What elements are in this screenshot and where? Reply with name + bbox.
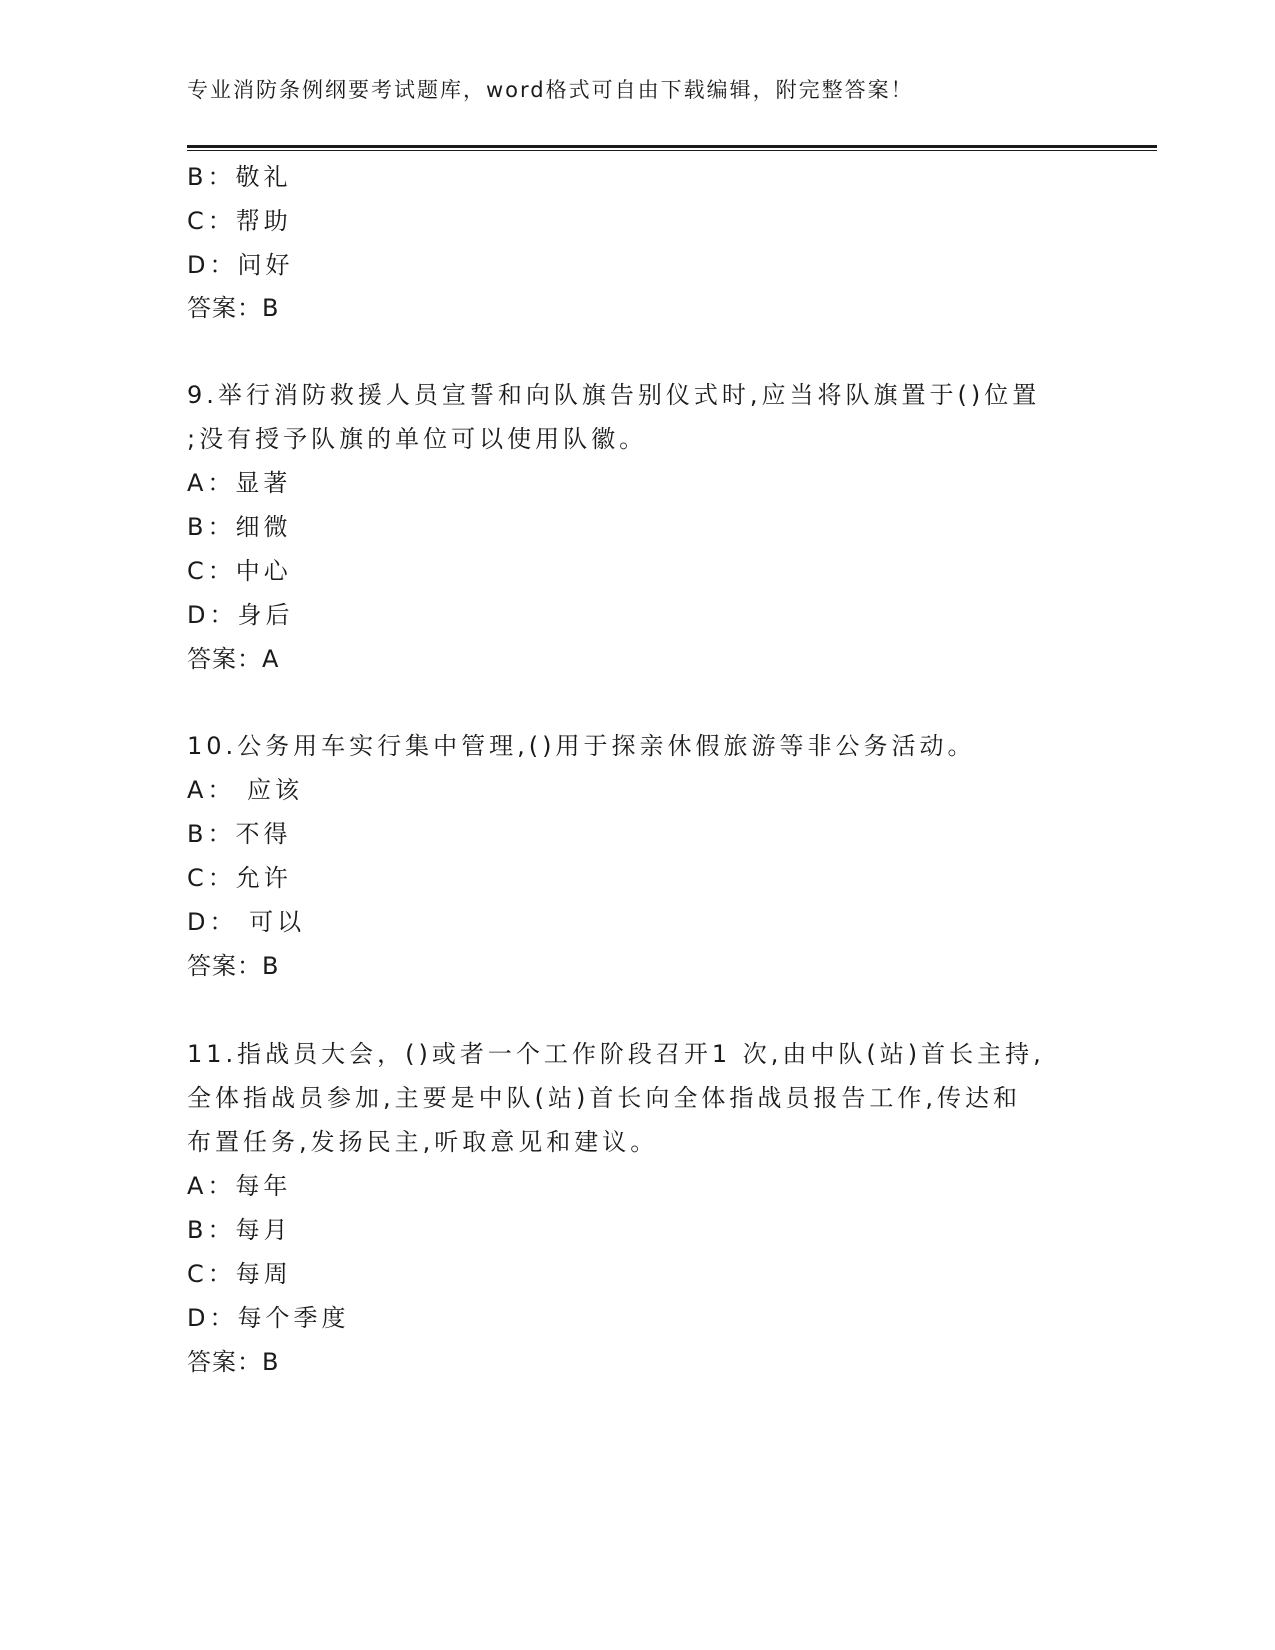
question-11-option-b: B：每月 [187,1216,292,1244]
question-9-stem-line-2: ;没有授予队旗的单位可以使用队徽。 [187,425,648,453]
question-10-option-d: D： 可以 [187,908,306,936]
page-header: 专业消防条例纲要考试题库，word格式可自由下载编辑，附完整答案！ [187,78,914,102]
question-9-option-c: C：中心 [187,557,292,585]
question-10-stem-line-1: 10.公务用车实行集中管理,()用于探亲休假旅游等非公务活动。 [187,732,976,760]
question-11-stem-line-2: 全体指战员参加,主要是中队(站)首长向全体指战员报告工作,传达和 [187,1084,1021,1112]
question-9-answer: 答案：A [187,645,280,673]
header-divider-thin [187,150,1157,151]
question-11-option-a: A：每年 [187,1172,292,1200]
question-11-stem-line-3: 布置任务,发扬民主,听取意见和建议。 [187,1128,659,1156]
question-9-option-a: A：显著 [187,469,292,497]
question-10-option-b: B：不得 [187,820,292,848]
question-9-option-b: B：细微 [187,513,292,541]
option-b: B：敬礼 [187,163,292,191]
question-10-answer: 答案：B [187,952,280,980]
question-9-option-d: D：身后 [187,601,294,629]
answer-label: 答案：B [187,294,280,322]
question-11-stem-line-1: 11.指战员大会，()或者一个工作阶段召开1 次,由中队(站)首长主持, [187,1040,1045,1068]
question-11-option-c: C：每周 [187,1260,292,1288]
question-10-option-c: C：允许 [187,864,292,892]
question-11-answer: 答案：B [187,1348,280,1376]
question-11-option-d: D：每个季度 [187,1304,350,1332]
question-10-option-a: A： 应该 [187,776,304,804]
header-divider-thick [187,145,1157,148]
option-c: C：帮助 [187,207,292,235]
question-9-stem-line-1: 9.举行消防救援人员宣誓和向队旗告别仪式时,应当将队旗置于()位置 [187,381,1041,409]
option-d: D：问好 [187,251,294,279]
